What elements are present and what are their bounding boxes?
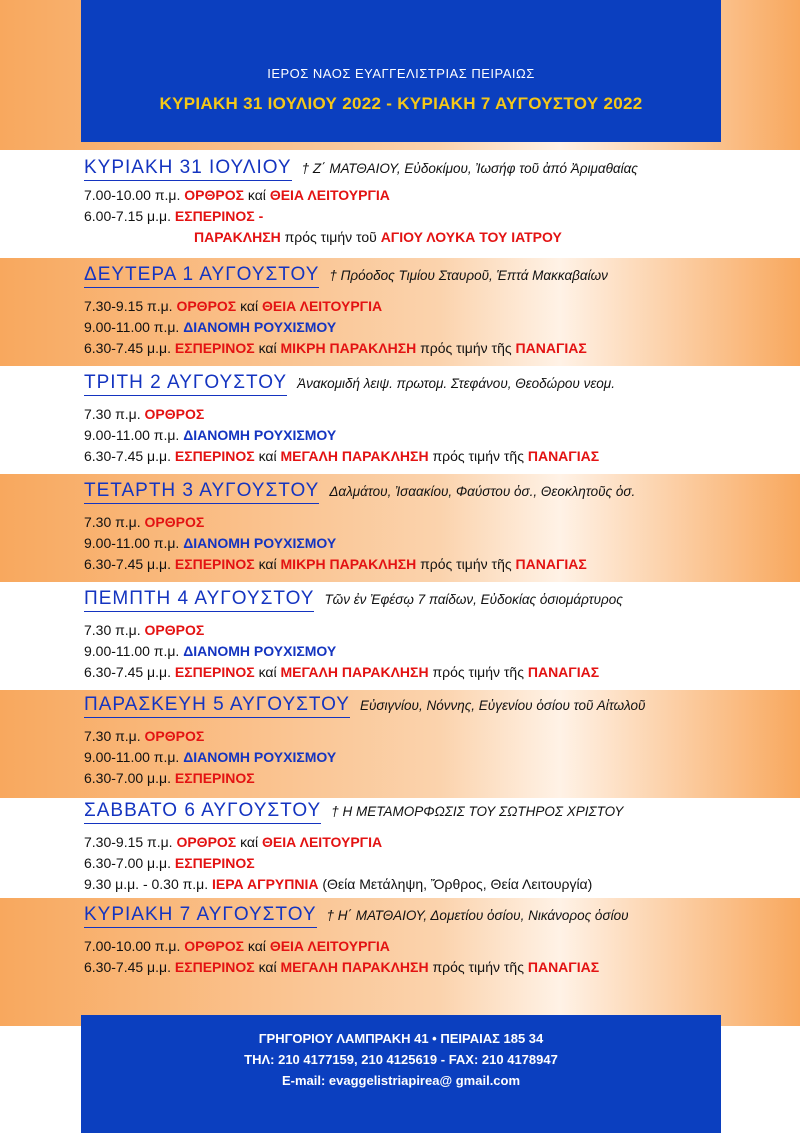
service-esperinos: ΕΣΠΕΡΙΝΟΣ <box>174 664 255 680</box>
service-time: 9.00-11.00 π.μ. <box>84 749 180 765</box>
service-time: 7.30 π.μ. <box>84 622 141 638</box>
service-time: 7.00-10.00 π.μ. <box>84 187 181 203</box>
service-orthros: ΟΡΘΡΟΣ <box>184 938 244 954</box>
service-time: 9.00-11.00 π.μ. <box>84 643 180 659</box>
day-saint: Δαλμάτου, Ἰσαακίου, Φαύστου ὁσ., Θεοκλητοῦς ὁσ. <box>329 484 636 499</box>
service-paraklisi: ΜΙΚΡΗ ΠΑΡΑΚΛΗΣΗ <box>280 340 417 356</box>
service-leitourgia: ΘΕΙΑ ΛΕΙΤΟΥΡΓΙΑ <box>262 298 383 314</box>
day-section-1 <box>84 264 764 359</box>
day-section-6 <box>84 800 764 895</box>
day-title: ΔΕΥΤΕΡΑ 1 ΑΥΓΟΥΣΤΟΥ <box>84 264 319 288</box>
honor-text: πρός τιμήν τῆς <box>432 448 524 464</box>
saint-honored: ΠΑΝΑΓΙΑΣ <box>527 448 600 464</box>
service-time: 7.00-10.00 π.μ. <box>84 938 181 954</box>
service-paraklisi: ΜΕΓΑΛΗ ΠΑΡΑΚΛΗΣΗ <box>280 664 429 680</box>
service-time: 7.30 π.μ. <box>84 728 141 744</box>
service-dianomi: ΔΙΑΝΟΜΗ ΡΟΥΧΙΣΜΟΥ <box>183 749 337 765</box>
service-line <box>84 832 764 853</box>
service-time: 7.30 π.μ. <box>84 514 141 530</box>
service-line <box>84 533 764 554</box>
service-orthros: ΟΡΘΡΟΣ <box>176 298 237 314</box>
conjunction: καί <box>258 448 277 464</box>
saint-honored: ΠΑΝΑΓΙΑΣ <box>515 340 587 356</box>
service-line <box>84 317 764 338</box>
conjunction: καί <box>258 664 277 680</box>
service-line <box>84 512 764 533</box>
service-line <box>84 425 764 446</box>
day-section-7 <box>84 904 764 978</box>
day-saint: Ἀνακομιδή λειψ. πρωτομ. Στεφάνου, Θεοδώρου νεομ. <box>297 376 615 391</box>
schedule-period: ΚΥΡΙΑΚΗ 31 ΙΟΥΛΙΟΥ 2022 - ΚΥΡΙΑΚΗ 7 ΑΥΓΟΥΣΤΟΥ 2022 <box>159 94 643 113</box>
service-dianomi: ΔΙΑΝΟΜΗ ΡΟΥΧΙΣΜΟΥ <box>183 427 337 443</box>
service-leitourgia: ΘΕΙΑ ΛΕΙΤΟΥΡΓΙΑ <box>269 938 390 954</box>
service-time: 6.30-7.45 μ.μ. <box>84 556 171 572</box>
service-esperinos: ΕΣΠΕΡΙΝΟΣ <box>174 340 255 356</box>
service-time: 9.30 μ.μ. - 0.30 π.μ. <box>84 876 209 892</box>
service-paraklisi: ΜΙΚΡΗ ΠΑΡΑΚΛΗΣΗ <box>280 556 417 572</box>
day-title: ΤΡΙΤΗ 2 ΑΥΓΟΥΣΤΟΥ <box>84 372 287 396</box>
conjunction: καί <box>247 187 266 203</box>
service-time: 6.30-7.45 μ.μ. <box>84 959 171 975</box>
day-title: ΚΥΡΙΑΚΗ 7 ΑΥΓΟΥΣΤΟΥ <box>84 904 317 928</box>
service-paraklisi: ΜΕΓΑΛΗ ΠΑΡΑΚΛΗΣΗ <box>280 959 429 975</box>
service-leitourgia: ΘΕΙΑ ΛΕΙΤΟΥΡΓΙΑ <box>262 834 383 850</box>
service-leitourgia: ΘΕΙΑ ΛΕΙΤΟΥΡΓΙΑ <box>269 187 390 203</box>
conjunction: καί <box>258 959 277 975</box>
service-esperinos: ΕΣΠΕΡΙΝΟΣ <box>174 448 255 464</box>
day-section-4 <box>84 588 764 683</box>
service-dianomi: ΔΙΑΝΟΜΗ ΡΟΥΧΙΣΜΟΥ <box>183 319 337 335</box>
service-line <box>84 957 764 978</box>
service-line <box>84 296 764 317</box>
service-line <box>84 338 764 359</box>
day-title: ΠΑΡΑΣΚΕΥΗ 5 ΑΥΓΟΥΣΤΟΥ <box>84 694 350 718</box>
service-line <box>84 747 764 768</box>
service-line <box>84 227 764 248</box>
service-esperinos: ΕΣΠΕΡΙΝΟΣ - <box>174 208 264 224</box>
service-time: 9.00-11.00 π.μ. <box>84 319 180 335</box>
service-time: 6.30-7.45 μ.μ. <box>84 664 171 680</box>
service-line <box>84 726 764 747</box>
conjunction: καί <box>258 340 277 356</box>
service-dianomi: ΔΙΑΝΟΜΗ ΡΟΥΧΙΣΜΟΥ <box>183 643 337 659</box>
service-time: 6.00-7.15 μ.μ. <box>84 208 171 224</box>
footer-banner <box>81 1015 721 1133</box>
service-orthros: ΟΡΘΡΟΣ <box>176 834 237 850</box>
day-section-2 <box>84 372 764 467</box>
day-saint: † Πρόοδος Τιμίου Σταυροῦ, Ἑπτά Μακκαβαίων <box>329 268 608 283</box>
service-orthros: ΟΡΘΡΟΣ <box>144 514 205 530</box>
day-saint: Εὐσιγνίου, Νόννης, Εὐγενίου ὁσίου τοῦ Αἰτωλοῦ <box>359 698 646 713</box>
day-section-0 <box>84 157 764 248</box>
service-line <box>84 936 764 957</box>
service-paraklisi: ΠΑΡΑΚΛΗΣΗ <box>194 229 281 245</box>
conjunction: καί <box>240 834 259 850</box>
service-orthros: ΟΡΘΡΟΣ <box>144 406 205 422</box>
saint-honored: ΠΑΝΑΓΙΑΣ <box>515 556 587 572</box>
service-time: 6.30-7.45 μ.μ. <box>84 340 171 356</box>
day-saint: † Ζ΄ ΜΑΤΘΑΙΟΥ, Εὐδοκίμου, Ἰωσήφ τοῦ ἀπό Ἀριμαθαίας <box>301 161 638 176</box>
honor-text: πρός τιμήν τοῦ <box>284 229 377 245</box>
honor-text: πρός τιμήν τῆς <box>420 556 512 572</box>
day-saint: † Η΄ ΜΑΤΘΑΙΟΥ, Δομετίου ὁσίου, Νικάνορος ὁσίου <box>326 908 629 923</box>
footer-phones: ΤΗΛ: 210 4177159, 210 4125619 - FAX: 210 4178947 <box>244 1052 558 1067</box>
saint-honored: ΠΑΝΑΓΙΑΣ <box>527 664 600 680</box>
service-paraklisi: ΜΕΓΑΛΗ ΠΑΡΑΚΛΗΣΗ <box>280 448 429 464</box>
service-line <box>84 446 764 467</box>
day-saint: † Η ΜΕΤΑΜΟΡΦΩΣΙΣ ΤΟΥ ΣΩΤΗΡΟΣ ΧΡΙΣΤΟΥ <box>331 804 624 819</box>
day-section-3 <box>84 480 764 575</box>
honor-text: πρός τιμήν τῆς <box>420 340 512 356</box>
conjunction: καί <box>258 556 277 572</box>
service-line <box>84 662 764 683</box>
service-line <box>84 206 764 227</box>
header-banner <box>81 0 721 142</box>
service-time: 6.30-7.45 μ.μ. <box>84 448 171 464</box>
service-time: 9.00-11.00 π.μ. <box>84 535 180 551</box>
honor-text: πρός τιμήν τῆς <box>432 664 524 680</box>
day-title: ΚΥΡΙΑΚΗ 31 ΙΟΥΛΙΟΥ <box>84 157 292 181</box>
saint-honored: ΑΓΙΟΥ ΛΟΥΚΑ ΤΟΥ ΙΑΤΡΟΥ <box>380 229 562 245</box>
service-line <box>84 641 764 662</box>
service-time: 6.30-7.00 μ.μ. <box>84 770 171 786</box>
service-esperinos: ΕΣΠΕΡΙΝΟΣ <box>174 770 255 786</box>
service-orthros: ΟΡΘΡΟΣ <box>184 187 244 203</box>
day-saint: Τῶν ἐν Ἐφέσῳ 7 παίδων, Εὐδοκίας ὁσιομάρτυρος <box>324 592 623 607</box>
honor-text: πρός τιμήν τῆς <box>432 959 524 975</box>
service-agrypnia: ΙΕΡΑ ΑΓΡΥΠΝΙΑ <box>212 876 319 892</box>
footer-email[interactable]: E-mail: evaggelistriapirea@ gmail.com <box>281 1073 521 1088</box>
conjunction: καί <box>247 938 266 954</box>
service-time: 7.30 π.μ. <box>84 406 141 422</box>
day-title: ΠΕΜΠΤΗ 4 ΑΥΓΟΥΣΤΟΥ <box>84 588 314 612</box>
service-dianomi: ΔΙΑΝΟΜΗ ΡΟΥΧΙΣΜΟΥ <box>183 535 337 551</box>
service-line <box>84 853 764 874</box>
service-orthros: ΟΡΘΡΟΣ <box>144 622 205 638</box>
service-esperinos: ΕΣΠΕΡΙΝΟΣ <box>174 959 255 975</box>
day-title: ΣΑΒΒΑΤΟ 6 ΑΥΓΟΥΣΤΟΥ <box>84 800 321 824</box>
service-time: 6.30-7.00 μ.μ. <box>84 855 171 871</box>
service-orthros: ΟΡΘΡΟΣ <box>144 728 205 744</box>
service-line <box>84 404 764 425</box>
service-line <box>84 620 764 641</box>
conjunction: καί <box>240 298 259 314</box>
church-name: ΙΕΡΟΣ ΝΑΟΣ ΕΥΑΓΓΕΛΙΣΤΡΙΑΣ ΠΕΙΡΑΙΩΣ <box>267 66 535 81</box>
service-time: 9.00-11.00 π.μ. <box>84 427 180 443</box>
agrypnia-note: (Θεία Μετάληψη, Ὄρθρος, Θεία Λειτουργία) <box>322 876 593 892</box>
saint-honored: ΠΑΝΑΓΙΑΣ <box>527 959 600 975</box>
service-line <box>84 874 764 895</box>
service-time: 7.30-9.15 π.μ. <box>84 834 173 850</box>
service-esperinos: ΕΣΠΕΡΙΝΟΣ <box>174 556 255 572</box>
day-section-5 <box>84 694 764 789</box>
footer-address: ΓΡΗΓΟΡΙΟΥ ΛΑΜΠΡΑΚΗ 41 • ΠΕΙΡΑΙΑΣ 185 34 <box>258 1031 544 1046</box>
service-line <box>84 554 764 575</box>
service-esperinos: ΕΣΠΕΡΙΝΟΣ <box>174 855 255 871</box>
day-title: ΤΕΤΑΡΤΗ 3 ΑΥΓΟΥΣΤΟΥ <box>84 480 319 504</box>
service-line <box>84 185 764 206</box>
service-line <box>84 768 764 789</box>
service-time: 7.30-9.15 π.μ. <box>84 298 173 314</box>
